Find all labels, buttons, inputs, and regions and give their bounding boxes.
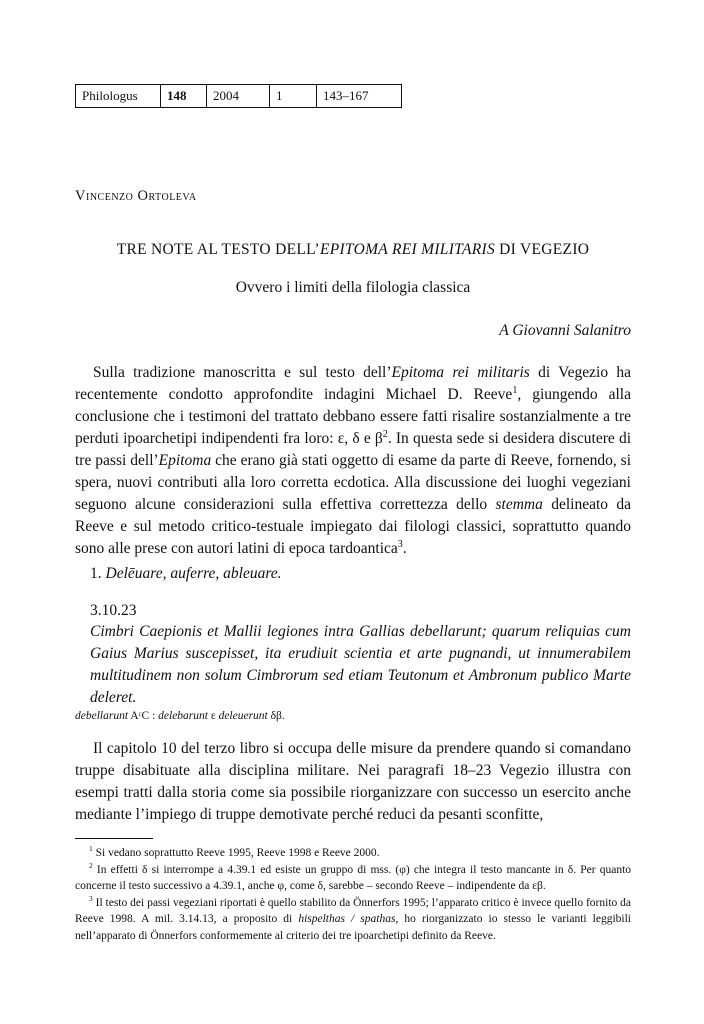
journal-header-table bbox=[75, 84, 402, 108]
journal-name: Philologus bbox=[76, 85, 161, 108]
latin-quotation: Cimbri Caepionis et Mallii legiones intra Gallias debellarunt; quarum reliquias cum Gaius Marius suscepisset, ita erudiuit scientia et arte pugnandi, ut innumerabilem multitudinem non solum Cimbrorum sed etiam Teutonum et Ambronum publico Marte deleret. bbox=[90, 623, 631, 706]
footnote-ref-2: 2 bbox=[382, 428, 388, 440]
passage-locus: 3.10.23 bbox=[90, 602, 137, 619]
footnote-3: $^3$ Il testo dei passi vegeziani riportati è quello stabilito da Önnerfors 1995; l’apparato critico è invece quello fornito da Reeve 1998. A mil. 3.14.13, a proposito di hispelthas / spathas, ho riorganizzato io stesso le varianti leggibili nell’apparato di Önnerfors conformemente al criterio dei tre ipoarchetipi definito da Reeve. bbox=[75, 893, 632, 942]
dedication: A Giovanni Salanitro bbox=[499, 322, 631, 339]
journal-volume: 148 bbox=[161, 85, 207, 108]
footnote-divider bbox=[75, 838, 153, 839]
author-name: Vincenzo Ortoleva bbox=[75, 188, 197, 204]
footnote-1: $^1$ Si vedano soprattutto Reeve 1995, Reeve 1998 e Reeve 2000. bbox=[89, 844, 380, 859]
article-subtitle: Ovvero i limiti della filologia classica bbox=[235, 279, 471, 296]
footnote-2: $^2$ In effetti δ si interrompe a 4.39.1 ed esiste un gruppo di mss. (φ) che integra il testo mancante in δ. Per quanto concerne il testo successivo a 4.39.1, anche φ, come δ, sarebbe – secondo Reeve – indipendente da εβ. bbox=[75, 860, 632, 892]
article-title: TRE NOTE AL TESTO DELL’EPITOMA REI MILITARIS DI VEGEZIO bbox=[116, 241, 590, 258]
footnote-ref-3: 3 bbox=[397, 538, 403, 550]
critical-apparatus: debellarunt AᶜC : delebarunt ε deleuerunt δβ. bbox=[75, 710, 285, 722]
journal-issue: 1 bbox=[270, 85, 317, 108]
section-heading: 1. Delēuare, auferre, ableuare. bbox=[90, 565, 282, 582]
footnotes bbox=[75, 845, 631, 944]
discussion-paragraph: Il capitolo 10 del terzo libro si occupa delle misure da prendere quando si comandano truppe disabituate alla disciplina militare. Nei paragrafi 18–23 Vegezio illustra con esempi tratti dalla storia come sia possibile riorganizzare con successo un esercito anche mediante l’impiego di truppe demotivate perché reduci da pesanti sconfitte, bbox=[75, 740, 631, 823]
footnote-ref-1: 1 bbox=[512, 384, 518, 396]
journal-pages: 143–167 bbox=[317, 85, 402, 108]
journal-year: 2004 bbox=[207, 85, 270, 108]
intro-paragraph: Sulla tradizione manoscritta e sul testo dell’Epitoma rei militaris di Vegezio ha recentemente condotto approfondite indagini Michael D. Reeve$^1$, giungendo alla conclusione che i testimoni del trattato debbano essere fatti risalire sostanzialmente a tre perduti ipoarchetipi indipendenti fra loro: ε, δ e $\beta^2$. In questa sede si desidera discutere di tre passi dell’Epitoma che erano già stati oggetto di esame da parte di Reeve, fornendo, si spera, nuovi contributi alla loro corretta ecdotica. Alla discussione dei luoghi vegeziani seguono alcune considerazioni sulla effettiva correttezza dello stemma delineato da Reeve e sul metodo critico-testuale impiegato dai filologi classici, soprattutto quando sono alle prese con autori latini di epoca tardoantica$^3$. bbox=[75, 364, 631, 557]
